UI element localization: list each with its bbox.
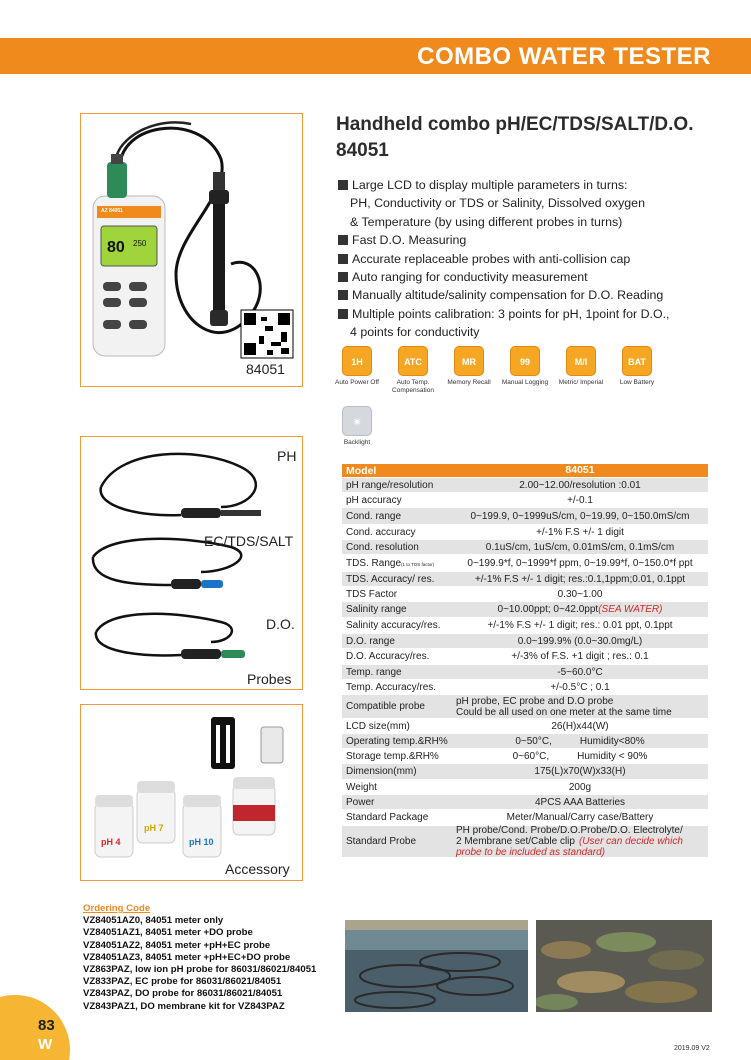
spec-header-row <box>342 464 708 478</box>
feature-icon-label: Memory Recall <box>447 379 491 386</box>
accessory-illustration <box>81 705 301 879</box>
spec-row <box>342 572 708 587</box>
buffer-bottle-ph10: pH 10 <box>189 837 214 847</box>
spec-value: 0~50°C, Humidity<80% <box>515 735 645 747</box>
spec-key: TDS. Accuracy/ res. <box>346 573 435 585</box>
spec-key: Salinity range <box>346 604 407 615</box>
spec-value: 0~199.9, 0~1999uS/cm, 0~19.99, 0~150.0mS/cm <box>470 510 690 522</box>
spec-row <box>342 810 708 826</box>
feature-item: 4 points for conductivity <box>350 325 480 340</box>
ordering-code-title: Ordering Code <box>83 903 151 914</box>
spec-value: +/-0.5°C ; 0.1 <box>550 681 610 693</box>
spec-key: D.O. range <box>346 635 395 647</box>
product-title: Handheld combo pH/EC/TDS/SALT/D.O. 84051 <box>336 114 694 161</box>
spec-row <box>342 540 708 555</box>
bullet-square-icon <box>338 180 348 190</box>
bullet-square-icon <box>338 290 348 300</box>
feature-icon-label: Manual Logging <box>501 379 549 386</box>
buffer-bottle-ph7: pH 7 <box>144 823 164 833</box>
ordering-code-item: VZ843PAZ, DO probe for 86031/86021/84051 <box>83 988 283 1000</box>
spec-value: 26(H)x44(W) <box>551 720 609 732</box>
ordering-code-item: VZ863PAZ, low ion pH probe for 86031/86021/84051 <box>83 964 317 976</box>
feature-icon-item <box>607 346 667 387</box>
feature-item: Auto ranging for conductivity measurement <box>338 268 738 286</box>
features-list <box>338 176 738 342</box>
bullet-square-icon <box>338 254 348 264</box>
spec-header-key: Model <box>346 464 377 477</box>
spec-value: +/-1% F.S +/- 1 digit; res.: 0.01 ppt, 0.1ppt <box>487 620 673 631</box>
feature-icon-item <box>551 346 611 387</box>
feature-icon-label: Low Battery <box>619 379 655 386</box>
probe-label-ec: EC/TDS/SALT <box>204 533 294 549</box>
page-number: 83 <box>38 1017 55 1034</box>
feature-icon-label: Metric/ Imperial <box>558 379 604 386</box>
spec-value: 0~199.9*f, 0~1999*f ppm, 0~19.99*f, 0~150.0*f ppt <box>467 557 693 569</box>
feature-item: Multiple points calibration: 3 points for pH, 1point for D.O., <box>338 305 738 323</box>
model-caption: 84051 <box>246 361 285 377</box>
spec-value: 0~10.00ppt; 0~42.0ppt(SEA WATER) <box>497 604 663 615</box>
spec-key: D.O. Accuracy/res. <box>346 651 430 662</box>
feature-icon: 99 <box>510 346 540 376</box>
spec-key: Weight <box>346 781 377 793</box>
spec-row <box>342 764 708 780</box>
svg-text:80: 80 <box>107 239 125 256</box>
spec-key: Temp. range <box>346 666 402 678</box>
spec-key: Operating temp.&RH% <box>346 735 448 747</box>
spec-row <box>342 508 708 525</box>
feature-item: Fast D.O. Measuring <box>338 231 738 249</box>
spec-key: Standard Probe <box>346 836 417 847</box>
spec-row <box>342 826 708 858</box>
feature-item: Manually altitude/salinity compensation for D.O. Reading <box>338 286 738 304</box>
feature-icon: ATC <box>398 346 428 376</box>
spec-value: 200g <box>568 781 592 793</box>
spec-row <box>342 680 708 695</box>
spec-row <box>342 525 708 540</box>
feature-item: Large LCD to display multiple parameters in turns: <box>338 176 738 194</box>
ordering-code-item: VZ84051AZ3, 84051 meter +pH+EC+DO probe <box>83 951 291 963</box>
spec-key: pH range/resolution <box>346 479 434 491</box>
spec-row <box>342 795 708 810</box>
feature-icon: BAT <box>622 346 652 376</box>
spec-row <box>342 602 708 618</box>
page-title: COMBO WATER TESTER <box>417 43 711 70</box>
feature-item: PH, Conductivity or TDS or Salinity, Dissolved oxygen <box>350 196 645 211</box>
spec-key: Temp. Accuracy/res. <box>346 681 437 693</box>
probe-label-do: D.O. <box>266 616 295 632</box>
spec-key: LCD size(mm) <box>346 720 410 732</box>
feature-icon: 1H <box>342 346 372 376</box>
feature-icon: MR <box>454 346 484 376</box>
spec-row <box>342 749 708 764</box>
feature-icon-item <box>327 406 387 447</box>
feature-icon-item <box>327 346 387 387</box>
accessory-caption: Accessory <box>225 861 290 877</box>
spec-value: +/-3% of F.S. +1 digit ; res.: 0.1 <box>511 651 649 662</box>
product-image-frame <box>80 113 303 387</box>
spec-key: Salinity accuracy/res. <box>346 620 441 631</box>
feature-icon-item <box>383 346 443 395</box>
spec-value: 0.30~1.00 <box>557 588 603 600</box>
bullet-square-icon <box>338 272 348 282</box>
page-section-letter: W <box>38 1036 53 1053</box>
ordering-code <box>83 903 316 1013</box>
spec-key: Cond. resolution <box>346 541 419 553</box>
feature-icon: M/I <box>566 346 596 376</box>
spec-row <box>342 634 708 649</box>
spec-value: 175(L)x70(W)x33(H) <box>534 766 626 777</box>
ordering-code-item: VZ84051AZ1, 84051 meter +DO probe <box>83 927 253 939</box>
ordering-code-item: VZ84051AZ2, 84051 meter +pH+EC probe <box>83 939 271 951</box>
spec-value: +/-0.1 <box>567 494 593 506</box>
spec-key: TDS. Range(1 to TDS factor) <box>346 557 435 569</box>
bullet-square-icon <box>338 309 348 319</box>
fish-farm-photo <box>345 920 528 1012</box>
probes-frame <box>80 436 303 690</box>
spec-key: Cond. range <box>346 510 402 522</box>
spec-row <box>342 734 708 749</box>
feature-icon-label: Auto Temp. Compensation <box>392 379 434 394</box>
probes-caption: Probes <box>247 671 292 687</box>
ordering-code-item: VZ84051AZ0, 84051 meter only <box>83 915 224 927</box>
feature-icon-item <box>495 346 555 387</box>
spec-key: Compatible probe <box>346 701 425 712</box>
ordering-code-item: VZ833PAZ, EC probe for 86031/86021/84051 <box>83 976 282 988</box>
feature-item: & Temperature (by using different probes in turns) <box>350 214 623 229</box>
accessory-frame <box>80 704 303 881</box>
spec-row <box>342 665 708 680</box>
spec-row <box>342 695 708 719</box>
spec-value: 0.0~199.9% (0.0~30.0mg/L) <box>517 635 643 647</box>
spec-value: Meter/Manual/Carry case/Battery <box>506 812 654 823</box>
spec-key: TDS Factor <box>346 588 398 600</box>
feature-icon-label: Auto Power Off <box>335 379 379 386</box>
probe-label-ph: PH <box>277 448 297 464</box>
spec-row <box>342 618 708 634</box>
spec-key: Cond. accuracy <box>346 526 416 538</box>
spec-row <box>342 780 708 795</box>
spec-header-value: 84051 <box>565 464 595 476</box>
spec-value: 0.1uS/cm, 1uS/cm, 0.01mS/cm, 0.1mS/cm <box>485 541 675 553</box>
spec-key: Storage temp.&RH% <box>346 750 439 762</box>
meter-brand: AZ 84051 <box>101 208 123 214</box>
spec-row <box>342 493 708 508</box>
ordering-code-item: VZ843PAZ1, DO membrane kit for VZ843PAZ <box>83 1000 285 1012</box>
version-label: 2019.09 V2 <box>674 1045 710 1052</box>
spec-row <box>342 719 708 734</box>
spec-row <box>342 649 708 665</box>
meter-illustration <box>81 114 301 385</box>
spec-value: +/-1% F.S +/- 1 digit <box>536 526 624 538</box>
spec-value: PH probe/Cond. Probe/D.O.Probe/D.O. Electrolyte/ 2 Membrane set/Cable clip (User can decide which probe to be included as standard) <box>456 825 683 858</box>
svg-text:250: 250 <box>133 239 147 248</box>
bullet-square-icon <box>338 235 348 245</box>
spec-value: 0~60°C, Humidity < 90% <box>512 750 648 762</box>
feature-icon-item <box>439 346 499 387</box>
feature-item: Accurate replaceable probes with anti-collision cap <box>338 250 738 268</box>
spec-key: Dimension(mm) <box>346 766 417 777</box>
spec-key: Power <box>346 796 375 808</box>
buffer-bottle-ph4: pH 4 <box>101 837 121 847</box>
feature-icon: ☀ <box>342 406 372 436</box>
spec-value: 2.00~12.00/resolution :0.01 <box>519 479 641 491</box>
spec-key: pH accuracy <box>346 494 402 506</box>
spec-table <box>342 464 708 858</box>
spec-value: +/-1% F.S +/- 1 digit; res.:0.1,1ppm;0.01, 0.1ppt <box>474 573 686 585</box>
spec-row <box>342 587 708 602</box>
fish-photo <box>536 920 712 1012</box>
spec-value: -5~60.0°C <box>557 666 603 678</box>
page-number-badge <box>0 995 70 1060</box>
spec-key: Standard Package <box>346 812 429 823</box>
spec-row <box>342 478 708 493</box>
spec-value: pH probe, EC probe and D.O probe Could be all used on one meter at the same time <box>456 695 672 718</box>
feature-icon-label: Backlight <box>343 439 371 446</box>
probes-illustration <box>81 437 301 688</box>
spec-value: 4PCS AAA Batteries <box>534 796 626 808</box>
spec-row <box>342 555 708 572</box>
